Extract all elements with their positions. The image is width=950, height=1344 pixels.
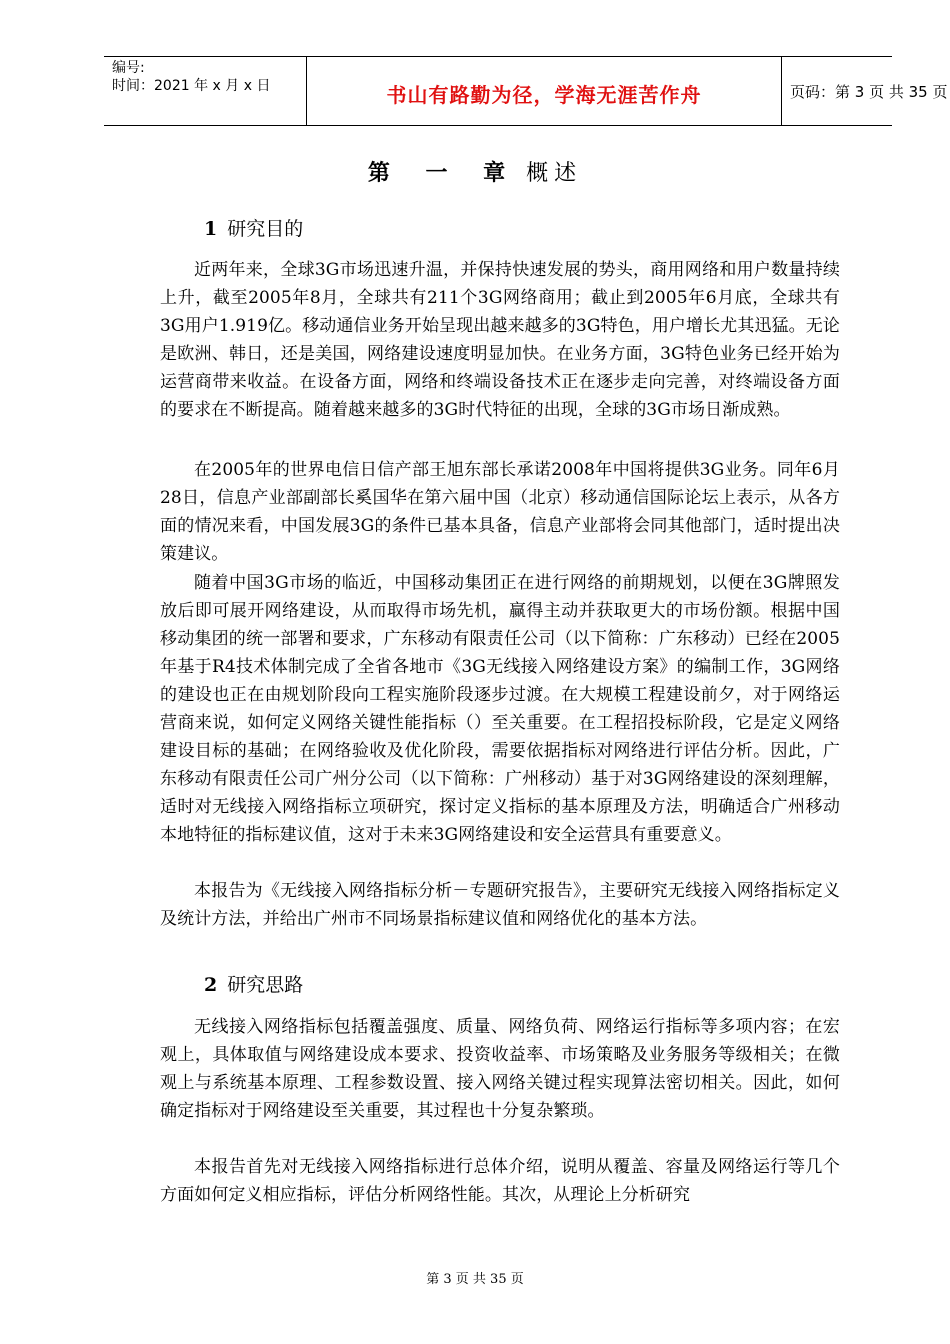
page-header bbox=[104, 56, 948, 126]
section-heading-1 bbox=[204, 214, 303, 241]
header-meta-cell bbox=[104, 57, 307, 125]
section-number: 2 bbox=[204, 974, 218, 996]
doc-number-label: 编号: bbox=[112, 60, 145, 76]
header-page-cell bbox=[782, 57, 948, 125]
section-number: 1 bbox=[204, 218, 218, 240]
paragraph: 近两年来，全球3G市场迅速升温，并保持快速发展的势头，商用网络和用户数量持续上升，截至2005年8月，全球共有211个3G网络商用；截止到2005年6月底，全球共有3G用户1.919亿。移动通信业务开始呈现出越来越多的3G特色，用户增长尤其迅猛。无论是欧洲、韩日，还是美国，网络建设速度明显加快。在业务方面，3G特色业务已经开始为运营商带来收益。在设备方面，网络和终端设备技术正在逐步走向完善，对终端设备方面的要求在不断提高。随着越来越多的3G时代特征的出现，全球的3G市场日渐成熟。 bbox=[160, 260, 840, 420]
chapter-title: 概述 bbox=[526, 161, 583, 186]
chapter-heading bbox=[0, 156, 950, 187]
page-footer: 第 3 页 共 35 页 bbox=[426, 1272, 524, 1287]
paragraph: 本报告为《无线接入网络指标分析－专题研究报告》，主要研究无线接入网络指标定义及统计方法，并给出广州市不同场景指标建议值和网络优化的基本方法。 bbox=[160, 881, 840, 929]
section-title: 研究目的 bbox=[227, 218, 304, 240]
header-motto-cell bbox=[307, 57, 782, 125]
paragraph: 在2005年的世界电信日信产部王旭东部长承诺2008年中国将提供3G业务。同年6月28日，信息产业部副部长奚国华在第六届中国（北京）移动通信国际论坛上表示，从各方面的情况来看，中国发展3G的条件已基本具备，信息产业部将会同其他部门，适时提出决策建议。 bbox=[160, 460, 840, 564]
section-title: 研究思路 bbox=[227, 974, 304, 996]
paragraph: 无线接入网络指标包括覆盖强度、质量、网络负荷、网络运行指标等多项内容；在宏观上，具体取值与网络建设成本要求、投资收益率、市场策略及业务服务等级相关；在微观上与系统基本原理、工程参数设置、接入网络关键过程实现算法密切相关。因此，如何确定指标对于网络建设至关重要，其过程也十分复杂繁琐。 bbox=[160, 1017, 840, 1121]
chapter-number: 第 一 章 bbox=[367, 160, 520, 186]
doc-time: 时间：2021 年 x 月 x 日 bbox=[112, 78, 271, 94]
section-heading-2 bbox=[204, 970, 303, 997]
paragraph: 随着中国3G市场的临近，中国移动集团正在进行网络的前期规划，以便在3G牌照发放后即可展开网络建设，从而取得市场先机，赢得主动并获取更大的市场份额。根据中国移动集团的统一部署和要求，广东移动有限责任公司（以下简称：广东移动）已经在2005年基于R4技术体制完成了全省各地市《3G无线接入网络建设方案》的编制工作，3G网络的建设也正在由规划阶段向工程实施阶段逐步过渡。在大规模工程建设前夕，对于网络运营商来说，如何定义网络关键性能指标（）至关重要。在工程招投标阶段，它是定义网络建设目标的基础；在网络验收及优化阶段，需要依据指标对网络进行评估分析。因此，广东移动有限责任公司广州分公司（以下简称：广州移动）基于对3G网络建设的深刻理解，适时对无线接入网络指标立项研究，探讨定义指标的基本原理及方法，明确适合广州移动本地特征的指标建议值，这对于未来3G网络建设和安全运营具有重要意义。 bbox=[160, 573, 840, 845]
header-page-info: 页码：第 3 页 共 35 页 bbox=[790, 83, 948, 101]
header-motto: 书山有路勤为径，学海无涯苦作舟 bbox=[386, 83, 702, 107]
paragraph: 本报告首先对无线接入网络指标进行总体介绍，说明从覆盖、容量及网络运行等几个方面如何定义相应指标，评估分析网络性能。其次，从理论上分析研究 bbox=[160, 1157, 840, 1205]
